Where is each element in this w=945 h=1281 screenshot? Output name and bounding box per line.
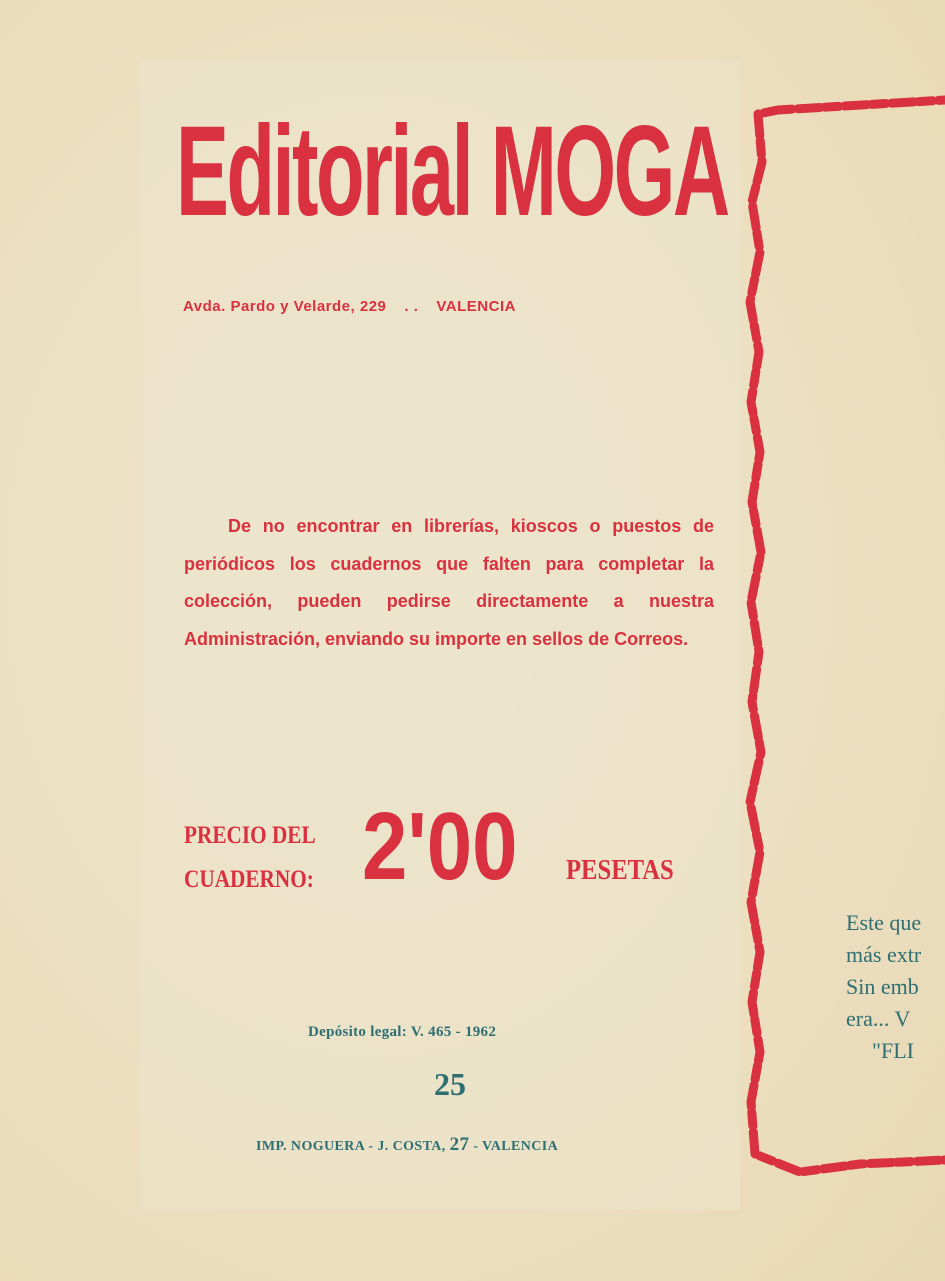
price-label-line1: PRECIO DEL <box>184 822 316 849</box>
side-text-line: Este que <box>846 910 922 935</box>
printer-imprint <box>256 1134 656 1156</box>
printer-name: IMP. NOGUERA - J. COSTA, <box>256 1139 446 1154</box>
publisher-title: Editorial MOGA <box>176 100 728 243</box>
printer-street-number: 27 <box>449 1134 470 1155</box>
price-value: 2'00 <box>362 793 518 900</box>
order-notice: De no encontrar en librerías, kioscos o puestos de periódicos los cuadernos que falten para completar la colección, pueden pedirse directamente a nuestra Administración, enviando su importe en sellos de Correos. <box>184 516 714 649</box>
printer-city: - VALENCIA <box>473 1139 559 1154</box>
address-street: Avda. Pardo y Velarde, 229 <box>183 298 387 315</box>
address-separator: . . <box>404 298 419 315</box>
legal-deposit: Depósito legal: V. 465 - 1962 <box>308 1024 497 1040</box>
side-text-line: era... V <box>846 1006 911 1031</box>
page-number: 25 <box>434 1066 466 1102</box>
price-label-line2: CUADERNO: <box>184 866 314 893</box>
side-text-line: Sin emb <box>846 974 919 999</box>
price-unit: PESETAS <box>566 854 674 886</box>
side-text-line: más extr <box>846 942 922 967</box>
side-panel-text <box>846 907 945 1067</box>
publisher-address <box>183 298 713 315</box>
address-city: VALENCIA <box>436 298 516 315</box>
price-label <box>184 814 337 902</box>
side-text-line: "FLI <box>872 1038 914 1063</box>
